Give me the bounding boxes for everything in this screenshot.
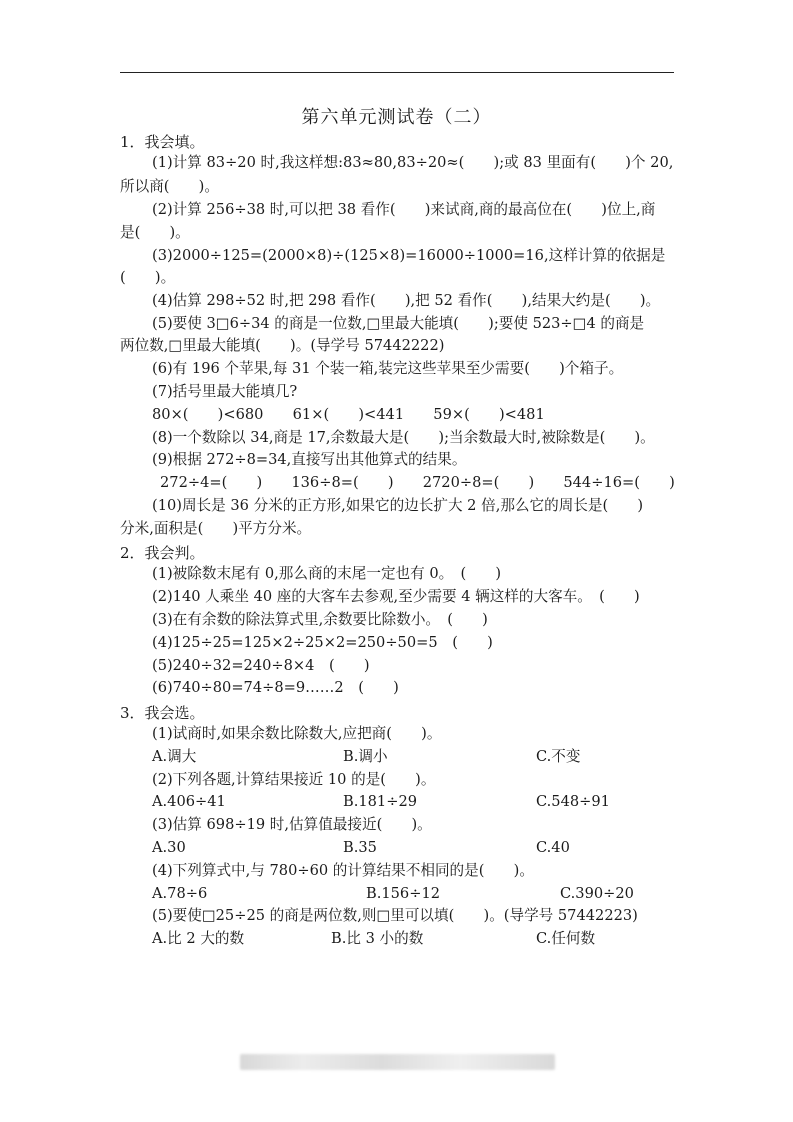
s3-option: C.不变 (536, 748, 581, 765)
s3-option: A.30 (152, 839, 186, 856)
s3-question-stem: (2)下列各题,计算结果接近 10 的是( )。 (152, 771, 436, 788)
s3-option: B.156÷12 (366, 885, 441, 902)
s2-line: (6)740÷80=74÷8=9……2 ( ) (152, 679, 399, 696)
s3-option: B.调小 (343, 748, 388, 765)
s3-option: C.任何数 (536, 930, 596, 947)
s1-line: 80×( )<680 61×( )<441 59×( )<481 (152, 406, 545, 423)
s3-option: A.406÷41 (152, 793, 226, 810)
s3-option: C.390÷20 (560, 885, 634, 902)
s1-line: (10)周长是 36 分米的正方形,如果它的边长扩大 2 倍,那么它的周长是( ) (152, 497, 644, 514)
s2-line: (4)125÷25=125×2÷25×2=250÷50=5 ( ) (152, 634, 493, 651)
s1-line: 两位数,□里最大能填( )。(导学号 57442222) (120, 337, 445, 354)
s3-question-stem: (4)下列算式中,与 780÷60 的计算结果不相同的是( )。 (152, 862, 534, 879)
s3-option: C.40 (536, 839, 570, 856)
section-1-heading: 1．我会填。 (120, 133, 205, 151)
s3-question-stem: (3)估算 698÷19 时,估算值最接近( )。 (152, 816, 432, 833)
s2-line: (1)被除数末尾有 0,那么商的末尾一定也有 0。 ( ) (152, 565, 502, 582)
s1-line: ( )。 (120, 269, 176, 286)
blurred-footer (240, 1054, 555, 1070)
s3-option: B.35 (343, 839, 377, 856)
s1-line: (2)计算 256÷38 时,可以把 38 看作( )来试商,商的最高位在( )位上,商 (152, 201, 656, 218)
section-3-heading: 3．我会选。 (120, 704, 205, 722)
s3-option: A.78÷6 (152, 885, 208, 902)
section-2-heading: 2．我会判。 (120, 544, 205, 562)
s2-line: (2)140 人乘坐 40 座的大客车去参观,至少需要 4 辆这样的大客车。 ( ) (152, 588, 640, 605)
s1-line: (6)有 196 个苹果,每 31 个装一箱,装完这些苹果至少需要( )个箱子。 (152, 360, 624, 377)
s1-line: 所以商( )。 (120, 178, 219, 195)
s1-line: (1)计算 83÷20 时,我这样想:83≈80,83÷20≈( );或 83 里面有( )个 20, (152, 154, 674, 171)
s3-question-stem: (1)试商时,如果余数比除数大,应把商( )。 (152, 725, 442, 742)
s3-option: A.比 2 大的数 (152, 930, 245, 947)
s3-option: B.181÷29 (343, 793, 418, 810)
page-title: 第六单元测试卷（二） (301, 107, 492, 128)
s3-question-stem: (5)要使□25÷25 的商是两位数,则□里可以填( )。(导学号 57442223) (152, 907, 638, 924)
s2-line: (3)在有余数的除法算式里,余数要比除数小。 ( ) (152, 611, 488, 628)
header-rule (120, 72, 674, 73)
s1-line: 272÷4=( ) 136÷8=( ) 2720÷8=( ) 544÷16=( ) (160, 474, 675, 491)
s1-line: 是( )。 (120, 224, 190, 241)
s1-line: (8)一个数除以 34,商是 17,余数最大是( );当余数最大时,被除数是( )。 (152, 429, 655, 446)
s3-option: C.548÷91 (536, 793, 610, 810)
s1-line: (4)估算 298÷52 时,把 298 看作( ),把 52 看作( ),结果大约是( )。 (152, 292, 661, 309)
s2-line: (5)240÷32=240÷8×4 ( ) (152, 657, 370, 674)
s1-line: (3)2000÷125=(2000×8)÷(125×8)=16000÷1000=16,这样计算的依据是 (152, 247, 666, 264)
s1-line: (9)根据 272÷8=34,直接写出其他算式的结果。 (152, 451, 467, 468)
s3-option: A.调大 (152, 748, 197, 765)
s3-option: B.比 3 小的数 (331, 930, 424, 947)
s1-line: (7)括号里最大能填几? (152, 383, 298, 400)
s1-line: (5)要使 3□6÷34 的商是一位数,□里最大能填( );要使 523÷□4 的商是 (152, 315, 645, 332)
s1-line: 分米,面积是( )平方分米。 (120, 520, 312, 537)
